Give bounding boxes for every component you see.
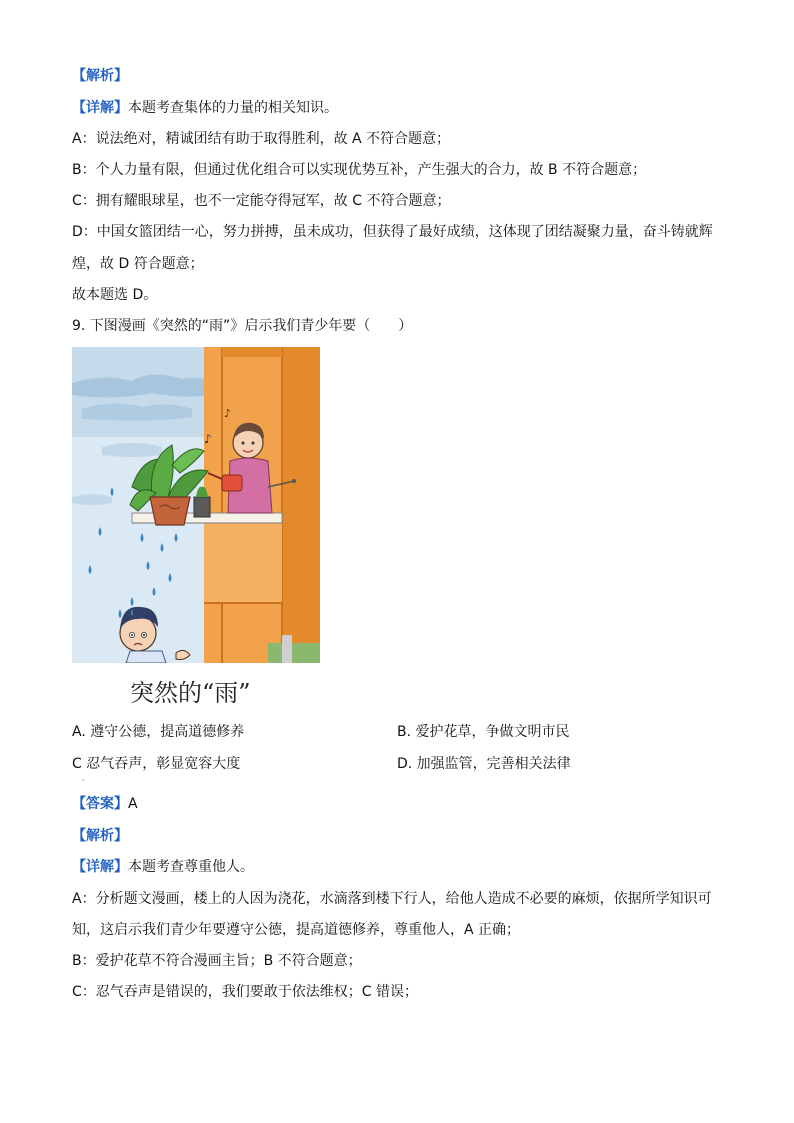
comic-caption: 突然的“雨” (130, 679, 251, 707)
comic-illustration (72, 347, 320, 663)
analysis-d-1-line2: 煌，故 D 符合题意； (72, 256, 204, 272)
detail-line-1 (72, 98, 338, 118)
jiexi-heading-2: 【解析】 (72, 828, 128, 844)
option-b: B. 爱护花草，争做文明市民 (397, 724, 570, 740)
answer-line (72, 794, 138, 814)
option-a: A. 遵守公德，提高道德修养 (72, 724, 245, 740)
stray-dot: · (82, 776, 85, 785)
analysis-b-1: B：个人力量有限，但通过优化组合可以实现优势互补，产生强大的合力，故 B 不符合题意； (72, 162, 647, 178)
answer-value: A (128, 796, 138, 812)
analysis-b-2: B：爱护花草不符合漫画主旨；B 不符合题意； (72, 953, 362, 969)
detail-text-1: 本题考查集体的力量的相关知识。 (128, 100, 338, 116)
analysis-d-1-line1: D：中国女篮团结一心，努力拼搏，虽未成功，但获得了最好成绩，这体现了团结凝聚力量，奋斗铸就辉 (72, 224, 713, 240)
detail-tag-2: 【详解】 (72, 859, 128, 875)
svg-text:♪: ♪ (224, 407, 232, 420)
analysis-a-2-line2: 知，这启示我们青少年要遵守公德，提高道德修养，尊重他人，A 正确； (72, 922, 521, 938)
question-9-stem: 9. 下图漫画《突然的“雨”》启示我们青少年要（ ） (72, 318, 413, 334)
analysis-c-2: C：忍气吞声是错误的，我们要敢于依法维权；C 错误； (72, 984, 418, 1000)
jiexi-heading-1: 【解析】 (72, 68, 128, 84)
detail-line-2 (72, 857, 254, 877)
svg-text:♪: ♪ (204, 432, 212, 446)
option-c: C 忍气吞声，彰显宽容大度 (72, 756, 241, 772)
detail-tag-1: 【详解】 (72, 100, 128, 116)
answer-tag: 【答案】 (72, 796, 128, 812)
detail-text-2: 本题考查尊重他人。 (128, 859, 254, 875)
analysis-a-2-line1: A：分析题文漫画，楼上的人因为浇花，水滴落到楼下行人，给他人造成不必要的麻烦，依据所学知识可 (72, 891, 712, 907)
analysis-c-1: C：拥有耀眼球星，也不一定能夺得冠军，故 C 不符合题意； (72, 193, 451, 209)
conclusion-1: 故本题选 D。 (72, 287, 158, 303)
analysis-a-1: A：说法绝对，精诚团结有助于取得胜利，故 A 不符合题意； (72, 131, 451, 147)
option-d: D. 加强监管，完善相关法律 (397, 756, 571, 772)
